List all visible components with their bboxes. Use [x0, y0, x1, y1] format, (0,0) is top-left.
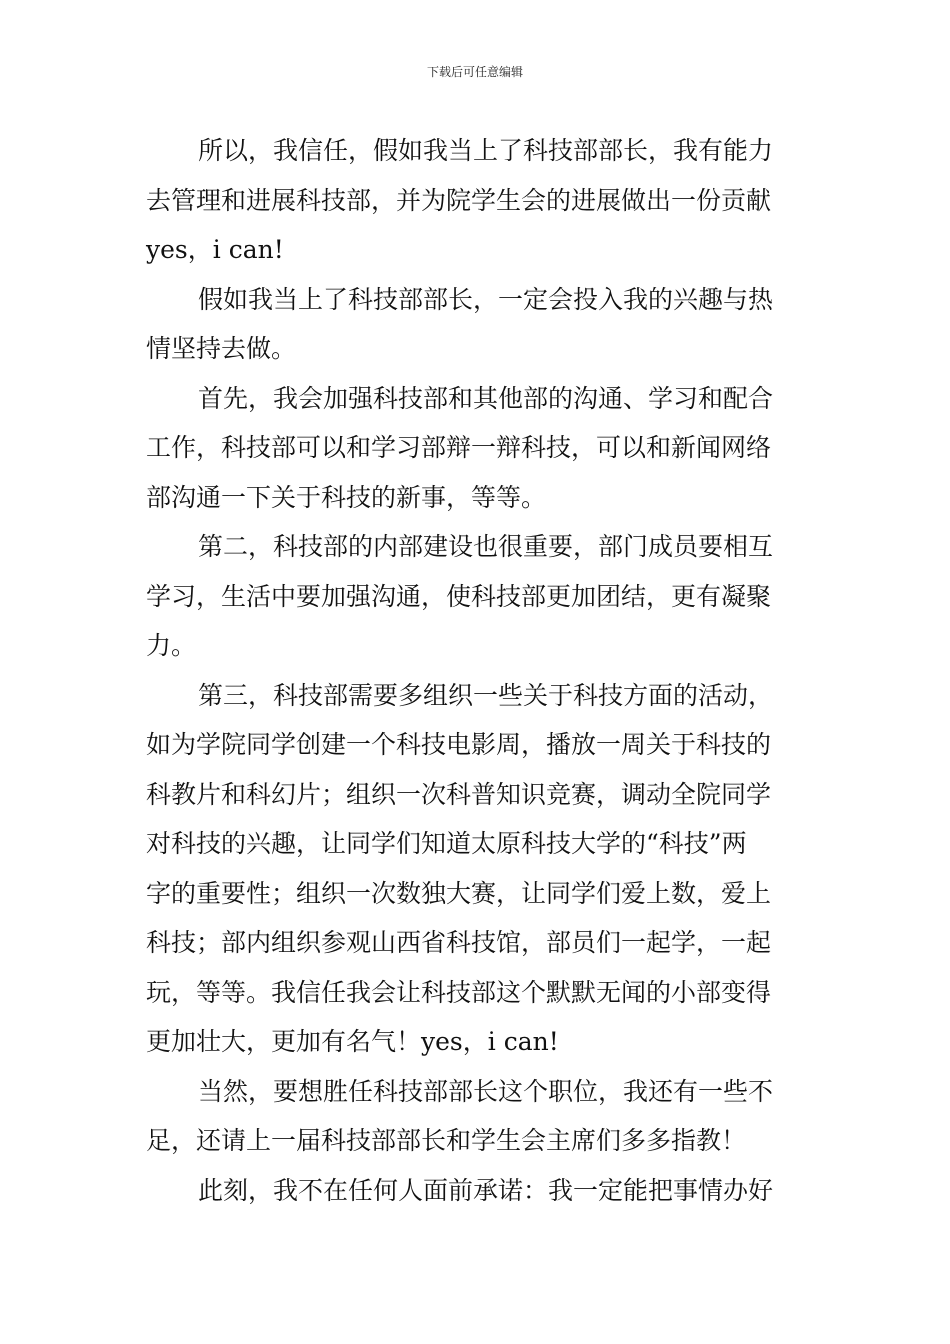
text-line: 字的重要性；组织一次数独大赛，让同学们爱上数，爱上 — [146, 878, 772, 908]
text-line: 如为学院同学创建一个科技电影周，播放一周关于科技的 — [146, 730, 772, 759]
text-line: 力。 — [146, 631, 197, 660]
text-line: 学习，生活中要加强沟通，使科技部更加团结，更有凝聚 — [146, 581, 772, 611]
page-header: 下载后可任意编辑 — [426, 65, 523, 79]
text-line: 第二，科技部的内部建设也很重要，部门成员要相互 — [198, 532, 774, 561]
text-line: 所以，我信任，假如我当上了科技部部长，我有能力 — [198, 136, 774, 165]
text-line: 足，还请上一届科技部部长和学生会主席们多多指教！ — [146, 1126, 747, 1155]
text-line: 去管理和进展科技部，并为院学生会的进展做出一份贡献 — [146, 185, 772, 215]
text-line: yes，i can! — [146, 235, 284, 264]
text-line: 科教片和科幻片；组织一次科普知识竞赛，调动全院同学 — [146, 779, 772, 809]
text-line: 工作，科技部可以和学习部辩一辩科技，可以和新闻网络 — [146, 433, 772, 462]
text-line: 部沟通一下关于科技的新事，等等。 — [146, 482, 547, 512]
text-line: 当然，要想胜任科技部部长这个职位，我还有一些不 — [198, 1076, 774, 1106]
text-line: 首先，我会加强科技部和其他部的沟通、学习和配合 — [198, 383, 774, 413]
text-line: 玩，等等。我信任我会让科技部这个默默无闻的小部变得 — [146, 977, 772, 1007]
text-line: 科技；部内组织参观山西省科技馆，部员们一起学，一起 — [146, 928, 772, 957]
text-line: 此刻，我不在任何人面前承诺：我一定能把事情办好 — [198, 1175, 774, 1205]
text-line: 更加壮大，更加有名气！yes，i can! — [146, 1027, 559, 1056]
text-line: 对科技的兴趣，让同学们知道太原科技大学的“科技”两 — [146, 829, 747, 858]
text-line: 情坚持去做。 — [146, 334, 297, 363]
text-line: 第三，科技部需要多组织一些关于科技方面的活动， — [198, 680, 774, 710]
text-line: 假如我当上了科技部部长，一定会投入我的兴趣与热 — [198, 284, 774, 314]
document-body — [146, 126, 806, 1215]
